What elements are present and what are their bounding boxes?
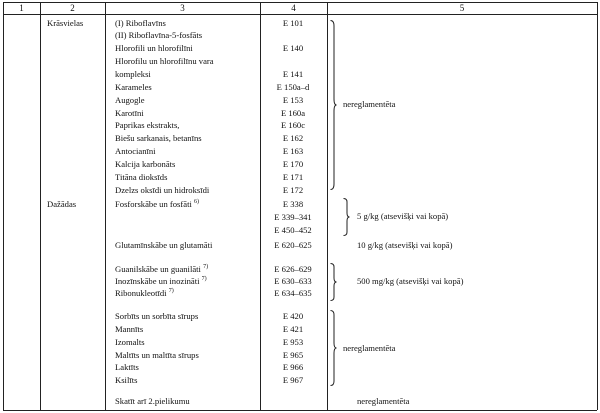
table-right-border [597, 2, 598, 410]
item-code: E 620–625 [274, 240, 312, 250]
item-code: E 634–635 [274, 288, 312, 298]
column-header-1: 1 [19, 3, 24, 13]
item-name: kompleksi [115, 69, 151, 79]
item-name: Inozīnskābe un inozināti $^{7)}$ [115, 276, 207, 286]
column-header-2: 2 [70, 3, 75, 13]
item-name: Kalcija karbonāts [115, 159, 176, 169]
column-header-3: 3 [180, 3, 185, 13]
column-divider-4 [327, 2, 328, 410]
item-code: E 965 [282, 350, 304, 360]
item-name: Maltīts un maltīta sīrups [115, 350, 199, 360]
item-code: E 141 [282, 69, 304, 79]
item-name: Ribonukleotīdi $^{7)}$ [115, 288, 174, 298]
column-divider-3 [260, 2, 261, 410]
table-bottom-border [3, 410, 597, 411]
item-code: E 153 [282, 95, 304, 105]
limit-value: 500 mg/kg (atsevišķi vai kopā) [357, 276, 464, 286]
item-code: E 160a [280, 108, 306, 118]
item-name: Hlorofilu un hlorofilīnu vara [115, 56, 214, 66]
item-name: Glutamīnskābe un glutamāti [115, 240, 213, 250]
item-name: Dzelzs oksīdi un hidroksīdi [115, 185, 210, 195]
item-code: E 150a–d [276, 82, 310, 92]
item-name: Guanilskābe un guanilāti $^{7)}$ [115, 264, 209, 274]
limit-value: 10 g/kg (atsevišķi vai kopā) [357, 240, 453, 250]
item-code: E 162 [282, 133, 304, 143]
group-brace [330, 310, 337, 386]
item-code: E 420 [282, 311, 304, 321]
column-divider-1 [40, 2, 41, 410]
limit-value: 5 g/kg (atsevišķi vai kopā) [357, 211, 449, 221]
item-name: Ksilīts [115, 375, 138, 385]
item-code: E 101 [282, 18, 304, 28]
item-code: E 160c [280, 120, 306, 130]
item-name: Titāna dioksīds [115, 172, 168, 182]
item-code: E 630–633 [274, 276, 312, 286]
item-code: E 170 [282, 159, 304, 169]
item-name: Sorbīts un sorbīta sīrups [115, 311, 199, 321]
item-name: Antocianīni [115, 146, 156, 156]
header-bottom-border [3, 14, 597, 15]
item-name: Laktīts [115, 362, 139, 372]
limit-value: nereglamentēta [357, 396, 410, 406]
limit-value: nereglamentēta [343, 99, 396, 109]
item-name: Augogle [115, 95, 145, 105]
item-code: E 172 [282, 185, 304, 195]
item-name: Mannīts [115, 324, 144, 334]
column-header-5: 5 [459, 3, 465, 13]
column-header-4: 4 [291, 3, 296, 13]
category-label: Dažādas [47, 199, 77, 209]
item-code: E 966 [282, 362, 304, 372]
group-brace [343, 198, 350, 236]
item-code: E 171 [282, 172, 304, 182]
item-code: E 339–341 [274, 212, 312, 222]
item-code: E 421 [282, 324, 304, 334]
item-code: E 163 [282, 146, 304, 156]
item-code: E 953 [282, 337, 304, 347]
item-name: Karameles [115, 82, 152, 92]
item-code: E 626–629 [274, 264, 312, 274]
see-also-note: Skatīt arī 2.pielikumu [115, 396, 190, 406]
table-left-border [3, 2, 4, 410]
item-name: Biešu sarkanais, betanīns [115, 133, 202, 143]
limit-value: nereglamentēta [343, 343, 396, 353]
column-divider-2 [105, 2, 106, 410]
item-name: Hlorofili un hlorofilīni [115, 43, 193, 53]
item-name: (II) Riboflavīna-5-fosfāts [115, 30, 203, 40]
group-brace [330, 263, 337, 301]
item-name: Paprikas ekstrakts, [115, 120, 180, 130]
item-code: E 967 [282, 375, 304, 385]
item-name: Fosforskābe un fosfāti $^{6)}$ [115, 199, 200, 209]
item-name: (I) Riboflavīns [115, 18, 166, 28]
item-name: Karotīni [115, 108, 144, 118]
category-label: Krāsvielas [47, 18, 84, 28]
item-name: Izomalts [115, 337, 145, 347]
item-code: E 338 [282, 199, 304, 209]
group-brace [330, 20, 337, 190]
item-code: E 140 [282, 43, 304, 53]
item-code: E 450–452 [274, 225, 312, 235]
